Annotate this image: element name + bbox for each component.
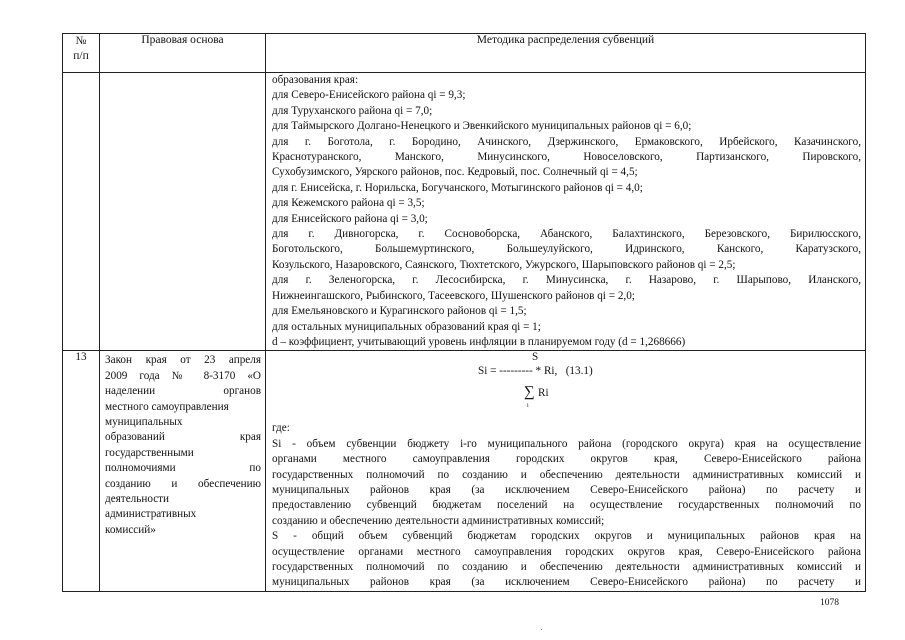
cell-legal-empty — [100, 73, 266, 351]
header-number-symbol: № — [75, 35, 87, 47]
text-line: органами местного самоуправления городских округов края, Северо-Енисейского района — [272, 453, 861, 466]
header-methodology: Методика распределения субвенций — [266, 34, 866, 73]
text-line: где: — [272, 422, 290, 435]
table-header-row — [63, 34, 866, 73]
text-line: полномочиями по — [105, 462, 261, 475]
text-line: для Северо-Енисейского района qi = 9,3; — [272, 89, 466, 102]
cell-legal-basis — [100, 351, 266, 591]
text-line: для г. Дивногорска, г. Сосновоборска, Абанского, Балахтинского, Березовского, Бирилюсского, — [272, 228, 861, 241]
sum-symbol: ∑ — [524, 384, 535, 401]
formula-numerator: S — [532, 351, 539, 364]
text-line: Боготольского, Большемуртинского, Большеулуйского, Идринского, Канского, Каратузского, — [272, 243, 861, 256]
text-line: осуществление органами местного самоуправления городских округов края, Северо-Енисейского района — [272, 545, 861, 558]
table-row-13 — [63, 351, 866, 591]
text-line: для Емельяновского и Курагинского районов qi = 1,5; — [272, 305, 527, 318]
text-line: деятельности — [105, 492, 170, 505]
methodology-text-continued — [266, 73, 865, 350]
sum-subscript: i — [527, 403, 529, 410]
page-number: 1078 — [820, 598, 839, 608]
text-line: Сухобузимского, Уярского районов, пос. Кедровый, пос. Солнечный qi = 4,5; — [272, 166, 638, 179]
text-line: для Кежемского района qi = 3,5; — [272, 197, 425, 210]
header-number-column — [63, 34, 100, 73]
text-line: 2009 года № 8-3170 «О — [105, 369, 261, 382]
text-line: Козульского, Назаровского, Саянского, Тюхтетского, Ужурского, Шарыповского районов qi = 2,5; — [272, 258, 736, 271]
text-line: муниципальных районов края (за исключением Северо-Енисейского района) по расчету и — [272, 483, 861, 496]
text-line: наделении органов — [105, 385, 261, 398]
text-line: для г. Боготола, г. Бородино, Ачинского, Дзержинского, Ермаковского, Ирбейского, Казачинского, — [272, 135, 861, 148]
formula-13-1 — [266, 351, 865, 421]
text-line: для Туруханского района qi = 7,0; — [272, 104, 433, 117]
text-line: государственными — [105, 446, 194, 459]
text-line: d – коэффициент, учитывающий уровень инфляции в планируемом году (d = 1,268666) — [272, 335, 686, 348]
text-line: для остальных муниципальных образований края qi = 1; — [272, 320, 541, 333]
methodology-text-13 — [266, 421, 865, 590]
text-line: образования края: — [272, 74, 359, 86]
text-line: местного самоуправления — [105, 400, 229, 413]
cell-methodology-13 — [266, 351, 866, 591]
text-line: Краснотуранского, Манского, Минусинского, Новоселовского, Партизанского, Пировского, — [272, 151, 861, 164]
text-line: государственных полномочий по созданию и обеспечению деятельности административных комиссий и — [272, 468, 861, 481]
text-line: государственных полномочий по созданию и обеспечению деятельности административных комиссий и — [272, 560, 861, 573]
text-line: муниципальных районов края (за исключением Северо-Енисейского района) по расчету и — [272, 576, 861, 589]
formula-denominator: Ri — [538, 387, 549, 400]
cell-row-number: 13 — [63, 351, 100, 591]
cell-methodology-continued — [266, 73, 866, 351]
legal-basis-text — [100, 351, 265, 538]
text-line: для Таймырского Долгано-Ненецкого и Эвенкийского муниципальных районов qi = 6,0; — [272, 120, 692, 133]
text-line: Закон края от 23 апреля — [105, 354, 261, 367]
subsidy-methodology-table — [62, 33, 866, 592]
formula-equation: Si = --------- * Ri, (13.1) — [478, 365, 593, 378]
text-line: созданию и обеспечению деятельности административных комиссий; — [272, 514, 605, 527]
text-line: Нижнеингашского, Рыбинского, Тасеевского, Шушенского районов qi = 2,0; — [272, 289, 635, 302]
text-line: для г. Зеленогорска, г. Лесосибирска, г. Минусинска, г. Назарово, г. Шарыпово, Иланского, — [272, 274, 861, 287]
text-line: созданию и обеспечению — [105, 477, 261, 490]
text-line: образований края — [105, 431, 261, 444]
cell-number-empty — [63, 73, 100, 351]
text-line: комиссий» — [105, 523, 156, 536]
text-line: предоставлению субвенций бюджетам поселений на осуществление государственных полномочий по — [272, 499, 861, 512]
text-line: административных — [105, 508, 197, 521]
scan-speck — [541, 629, 542, 630]
text-line: Si - объем субвенции бюджету i-го муниципального района (городского округа) края на осуществление — [272, 437, 861, 450]
table-row-continued — [63, 73, 866, 351]
text-line: S - общий объем субвенций бюджетам городских округов и муниципальных районов края на — [272, 530, 861, 543]
header-number-abbrev: п/п — [73, 50, 89, 62]
text-line: для г. Енисейска, г. Норильска, Богучанского, Мотыгинского районов qi = 4,0; — [272, 181, 643, 194]
header-legal-basis: Правовая основа — [100, 34, 266, 73]
text-line: муниципальных — [105, 415, 183, 428]
text-line: для Енисейского района qi = 3,0; — [272, 212, 428, 225]
